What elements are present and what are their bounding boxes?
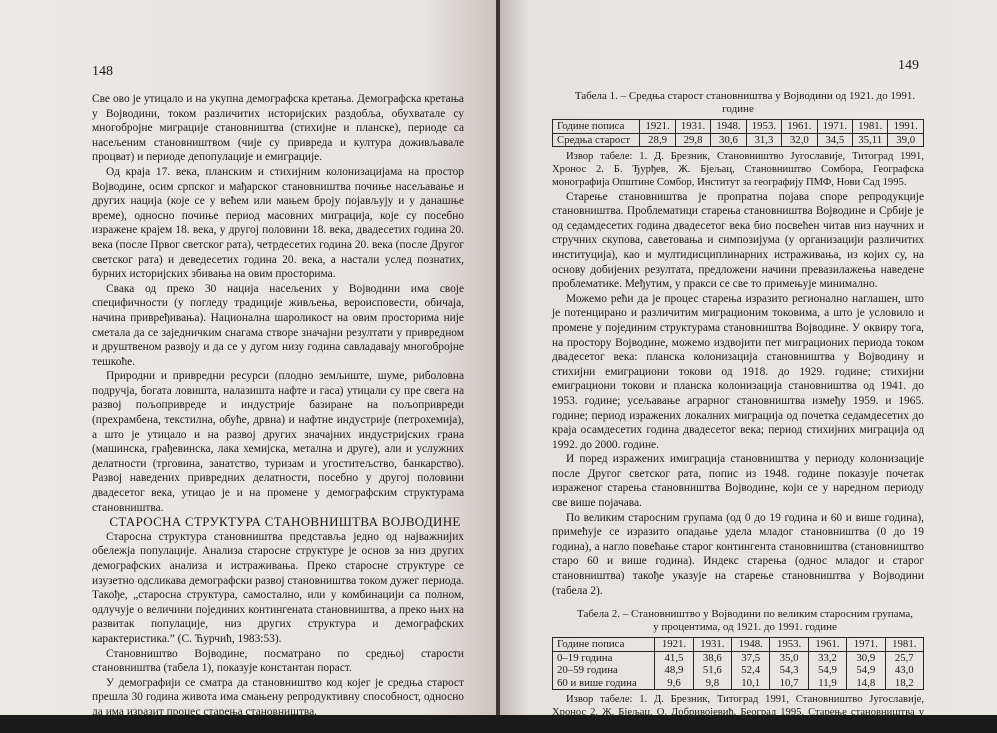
paragraph: Од краја 17. века, планским и стихијним колонизацијама на простор Војводине, осим српског и мађарског становништва почиње насељавање и других нација (које се у већем или мањем броју појављују и у данашње време), односно почиње период масовних миграција, које су посебно изражене крајем 18. века, у другој половини 18. века, двадесетих година 20. века (после Првог светског рата), четрдесетих година 20. века (после Другог светског рата) и деведесетих година 20. века, а настали услед познатих, бурних историјских збивања на овим просторима. — [92, 165, 464, 281]
table2-caption: у процентима, од 1921. до 1991. године — [653, 621, 837, 634]
paragraph: Природни и привредни ресурси (плодно земљиште, шуме, риболовна подручја, богата ловишта, налазишта нафте и гаса) утицали су пре свега на развој пољопривреде и индустрије базиране на пољопривреди (прехрамбена, текстилна, обућe, дрвна) и нафтне индустрије (петрохемија), а што је утицало и на развој других значајних индустријских грана (машинска, грађевинска, лака хемијска, метална и друге), али и услужних делатности (трговина, занатство, туризам и угоститељство, банкарство). Развој наведених привредних делатности, посебно у другој половини двадесетог века, утицао је и на промене у демографским структурама становништва. — [92, 370, 464, 514]
table-cell: 54,9 — [808, 664, 846, 677]
table-cell: 14,8 — [847, 677, 885, 690]
table-cell: 25,7 — [885, 651, 923, 664]
right-page — [500, 0, 997, 732]
table-cell: 54,3 — [770, 664, 808, 677]
text-column — [92, 92, 464, 720]
paragraph: Становништво Војводине, посматрано по средњој старости становништва (табела 1), показује константан пораст. — [92, 647, 464, 675]
table-cell: 1953. — [770, 638, 808, 652]
table-cell: 18,2 — [885, 677, 923, 690]
table-cell: 1931. — [693, 638, 731, 652]
section-heading: СТАРОСНА СТРУКТУРА СТАНОВНИШТВА ВОЈВОДИНЕ — [109, 514, 461, 530]
table-cell: 0–19 година — [553, 651, 655, 664]
table-cell: 1961. — [808, 638, 846, 652]
table-cell: 29,8 — [675, 133, 710, 147]
table-cell: 1921. — [640, 120, 675, 134]
table-cell: 30,6 — [711, 133, 746, 147]
paragraph: Свака од преко 30 нација насељених у Војводини има своје специфичности (у погледу традиције живљења, вероисповести, обичаја, начина привређивања). Национална шароликост на овим просторима није сметала да се заједничким снагама створе значајни резултати у привредном и друштвеном развоју и да се у дугом низу година савладавају многобројне тешкоће. — [92, 282, 464, 368]
paragraph: По великим старосним групама (од 0 до 19 година и 60 и више година), примећује се изразито опадање удела младог становништва (0 до 19 година), а нагло повећање старог контингента становништва (становништво старо 60 и више година). Индекс старења (однос младог и старог становништва) такође указује на старење становништва у Војводини (табела 2). — [552, 511, 924, 597]
table-cell: 35,11 — [853, 133, 888, 147]
page-number: 148 — [92, 64, 113, 79]
table-cell: 1971. — [847, 638, 885, 652]
paragraph: И поред изражених имиграција становништва у периоду колонизације после Другог светског рата, попис из 1948. године показује почетак израженог старења становништва Војводине, који се у наредном периоду све више појачава. — [552, 453, 924, 510]
table-cell: 1981. — [885, 638, 923, 652]
table-cell: 35,0 — [770, 651, 808, 664]
table-cell: 41,5 — [655, 651, 693, 664]
table-cell: 33,2 — [808, 651, 846, 664]
table-cell: Средња старост — [553, 133, 640, 147]
paragraph: Све ово је утицало и на укупна демографска кретања. Демографска кретања у Војводини, током различитих историјских раздобља, обухватале су многобројне миграције становништва (стихијне и планске), периоде са насељеним становништвом (чије су привреда и култура доживљавале процват) и периоде депопулације и емиграције. — [92, 93, 464, 164]
table-cell: 10,1 — [732, 677, 770, 690]
paragraph: У демографији се сматра да становништво код којег је средња старост прешла 30 година живота има смањену репродуктивну способност, односно да има изразит процес старења становништва. — [92, 676, 464, 718]
table-cell: Године пописа — [553, 638, 655, 652]
table-cell: 1948. — [732, 638, 770, 652]
table-row — [553, 120, 924, 134]
table1-caption: Табела 1. – Средња старост становништва у Војводини од 1921. до 1991. године — [574, 90, 916, 115]
table-row — [553, 133, 924, 147]
table-row — [553, 664, 924, 677]
table2-caption: Табела 2. – Становништво у Војводини по великим старосним групама, — [577, 608, 913, 621]
table1-source: Извор табеле: 1. Д. Брезник, Становништво Југославије, Титоград 1991, Хронос 2. Б. Ђурђев, Ж. Бјељац, Становништво Сомбора, Географска монографија Општине Сомбор, Институт за географију ПМФ, Нови Сад 1995. — [552, 151, 924, 189]
table-cell: 32,0 — [782, 133, 817, 147]
table-cell: 34,5 — [817, 133, 852, 147]
table-cell: 37,5 — [732, 651, 770, 664]
table-cell: 20–59 година — [553, 664, 655, 677]
table-row — [553, 651, 924, 664]
paragraph: Старосна структура становништва представља једно од најважнијих обележја популације. Анализа старосне структуре је основ за низ других демографских анализа и истраживања. Преко старосне структуре се изузетно одсликава демографски развој становништва током дужег периода. Такође, „старосна структура, самостално, или у комбинацији са полном, одлучује о величини појединих контингената становништва, а преко њих на развитак популације, низ других структура и демографских карактеристика.” (С. Ћурчић, 1983:53). — [92, 530, 464, 645]
table-cell: 54,9 — [847, 664, 885, 677]
table-cell: 60 и више година — [553, 677, 655, 690]
text-column — [552, 90, 924, 733]
table-cell: 1991. — [888, 120, 924, 134]
table1 — [552, 119, 924, 147]
table-cell: Године пописа — [553, 120, 640, 134]
table-cell: 1953. — [746, 120, 781, 134]
table-cell: 43,0 — [885, 664, 923, 677]
page-number: 149 — [898, 58, 919, 73]
table-cell: 28,9 — [640, 133, 675, 147]
paragraph: Старење становништва је пропратна појава споре репродукције становништва. Проблематици старења становништва Војводине и Србије је од седамдесетих година двадесетог века био посвећен читав низ научних и стручних скупова, саветовања и симпозијума (у организацији различитих институција), као и мултидисциплинарних истраживања, из којих су, на основу добијених резултата, предложени начини превазилажења наведене проблематике. Међутим, у пракси се све то примењује минимално. — [552, 190, 924, 291]
table2 — [552, 637, 924, 690]
table-cell: 31,3 — [746, 133, 781, 147]
table-cell: 9,6 — [655, 677, 693, 690]
table-cell: 1961. — [782, 120, 817, 134]
left-page — [0, 0, 498, 718]
table2-source: Извор табеле: 1. Д. Брезник, Титоград 1991, Становништво Југославије, Хронос 2. Ж. Бјељац, О. Добривојевић, Београд 1995, Старење становништва у општини Сомбор, Зборник радова Географског факултета у Београду — [552, 694, 924, 732]
table-cell: 48,9 — [655, 664, 693, 677]
table-cell: 52,4 — [732, 664, 770, 677]
table-cell: 38,6 — [693, 651, 731, 664]
table-cell: 9,8 — [693, 677, 731, 690]
table-cell: 1971. — [817, 120, 852, 134]
paragraph: Можемо рећи да је процес старења изразито регионално наглашен, што је потенцирано и различитим миграционим токовима, а што је условило и промене у појединим структурама становништва Војводине. У оквиру тога, на простору Војводине, можемо издвојити пет миграционих периода током двадесетог века: планска колонизација становништва у Војводину и стихијни емиграциони токови од 1918. до 1929. године; стихијни емиграциони токови и планска колонизација становништва од 1941. до 1953. године; усељавање аграрног становништва између 1959. и 1965. године; период изражених локалних миграција од почетка седамдесетих до краја осамдесетих година двадесетог века; период стихијних миграција од 1992. до 2000. године. — [552, 292, 924, 451]
table-cell: 10,7 — [770, 677, 808, 690]
table-cell: 11,9 — [808, 677, 846, 690]
table-cell: 1981. — [853, 120, 888, 134]
table-cell: 1921. — [655, 638, 693, 652]
table-row — [553, 638, 924, 652]
table-cell: 1931. — [675, 120, 710, 134]
table-cell: 39,0 — [888, 133, 924, 147]
table-cell: 1948. — [711, 120, 746, 134]
table-cell: 51,6 — [693, 664, 731, 677]
table-row — [553, 677, 924, 690]
table-cell: 30,9 — [847, 651, 885, 664]
